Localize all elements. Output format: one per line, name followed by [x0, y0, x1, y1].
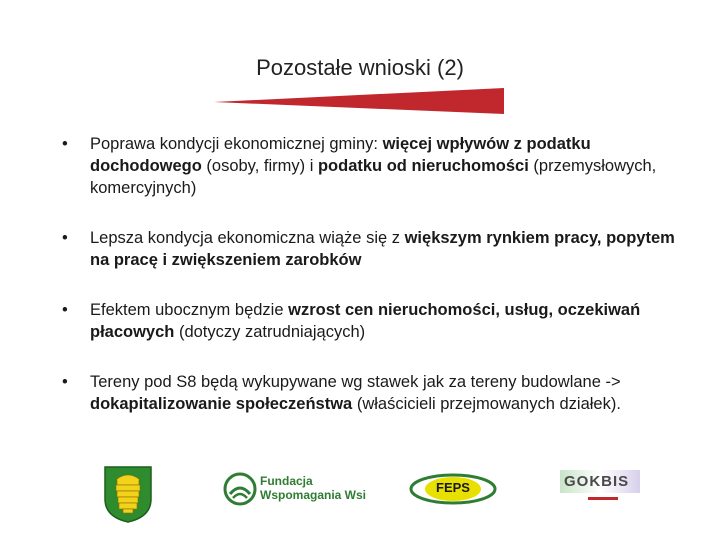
- bullet-bold-segment: więcej wpływów z podatku dochodowego: [90, 135, 591, 175]
- feps-logo: [408, 470, 498, 508]
- bullet-bold-segment: większym rynkiem pracy, popytem na pracę i zwiększeniem zarobków: [90, 229, 675, 269]
- bullet-bold-segment: wzrost cen nieruchomości, usług, oczekiwań płacowych: [90, 301, 641, 341]
- coat-of-arms-logo: [103, 465, 153, 523]
- bullet-text: [90, 373, 621, 413]
- bullet-segment: (osoby, firmy) i: [201, 157, 318, 175]
- bullet-segment: Tereny pod S8 będą wykupywane wg stawek jak za tereny budowlane ->: [90, 373, 621, 391]
- bullet-text: [90, 135, 656, 197]
- bullet-dot: •: [62, 135, 68, 153]
- feps-logo-text: FEPS: [436, 480, 470, 495]
- bullet-segment: Lepsza kondycja ekonomiczna wiąże się z: [90, 229, 405, 247]
- bullet-text: [90, 301, 640, 341]
- gokbis-logo: [560, 470, 640, 510]
- gokbis-logo-text: GOKBIS: [560, 470, 640, 493]
- slide-title: Pozostałe wnioski (2): [256, 55, 464, 80]
- fundacja-line2: Wspomagania Wsi: [260, 488, 367, 502]
- bullet-segment: Efektem ubocznym będzie: [90, 301, 289, 319]
- bullet-list: [62, 133, 682, 415]
- fundacja-line1: Fundacja: [260, 474, 313, 488]
- fundacja-logo-icon: [223, 472, 257, 506]
- bullet-dot: •: [62, 373, 68, 391]
- gokbis-tagline-mark: [588, 497, 618, 500]
- bullet-bold-segment: dokapitalizowanie społeczeństwa: [90, 395, 353, 413]
- bullet-segment: (właścicieli przejmowanych działek).: [352, 395, 621, 413]
- bullet-segment: Poprawa kondycji ekonomicznej gminy:: [90, 135, 383, 153]
- bullet-bold-segment: podatku od nieruchomości: [317, 157, 529, 175]
- bullet-item: [62, 227, 682, 271]
- title-underline-wedge: [214, 86, 506, 116]
- bullet-item: [62, 133, 682, 199]
- fundacja-logo-text: [260, 474, 366, 502]
- bullet-dot: •: [62, 301, 68, 319]
- logo-footer: [0, 450, 720, 540]
- bullet-item: [62, 371, 682, 415]
- bullet-segment: (dotyczy zatrudniających): [174, 323, 366, 341]
- bullet-item: [62, 299, 682, 343]
- bullet-segment: (przemysłowych, komercyjnych): [90, 157, 657, 197]
- bullet-dot: •: [62, 229, 68, 247]
- bullet-text: [90, 229, 675, 269]
